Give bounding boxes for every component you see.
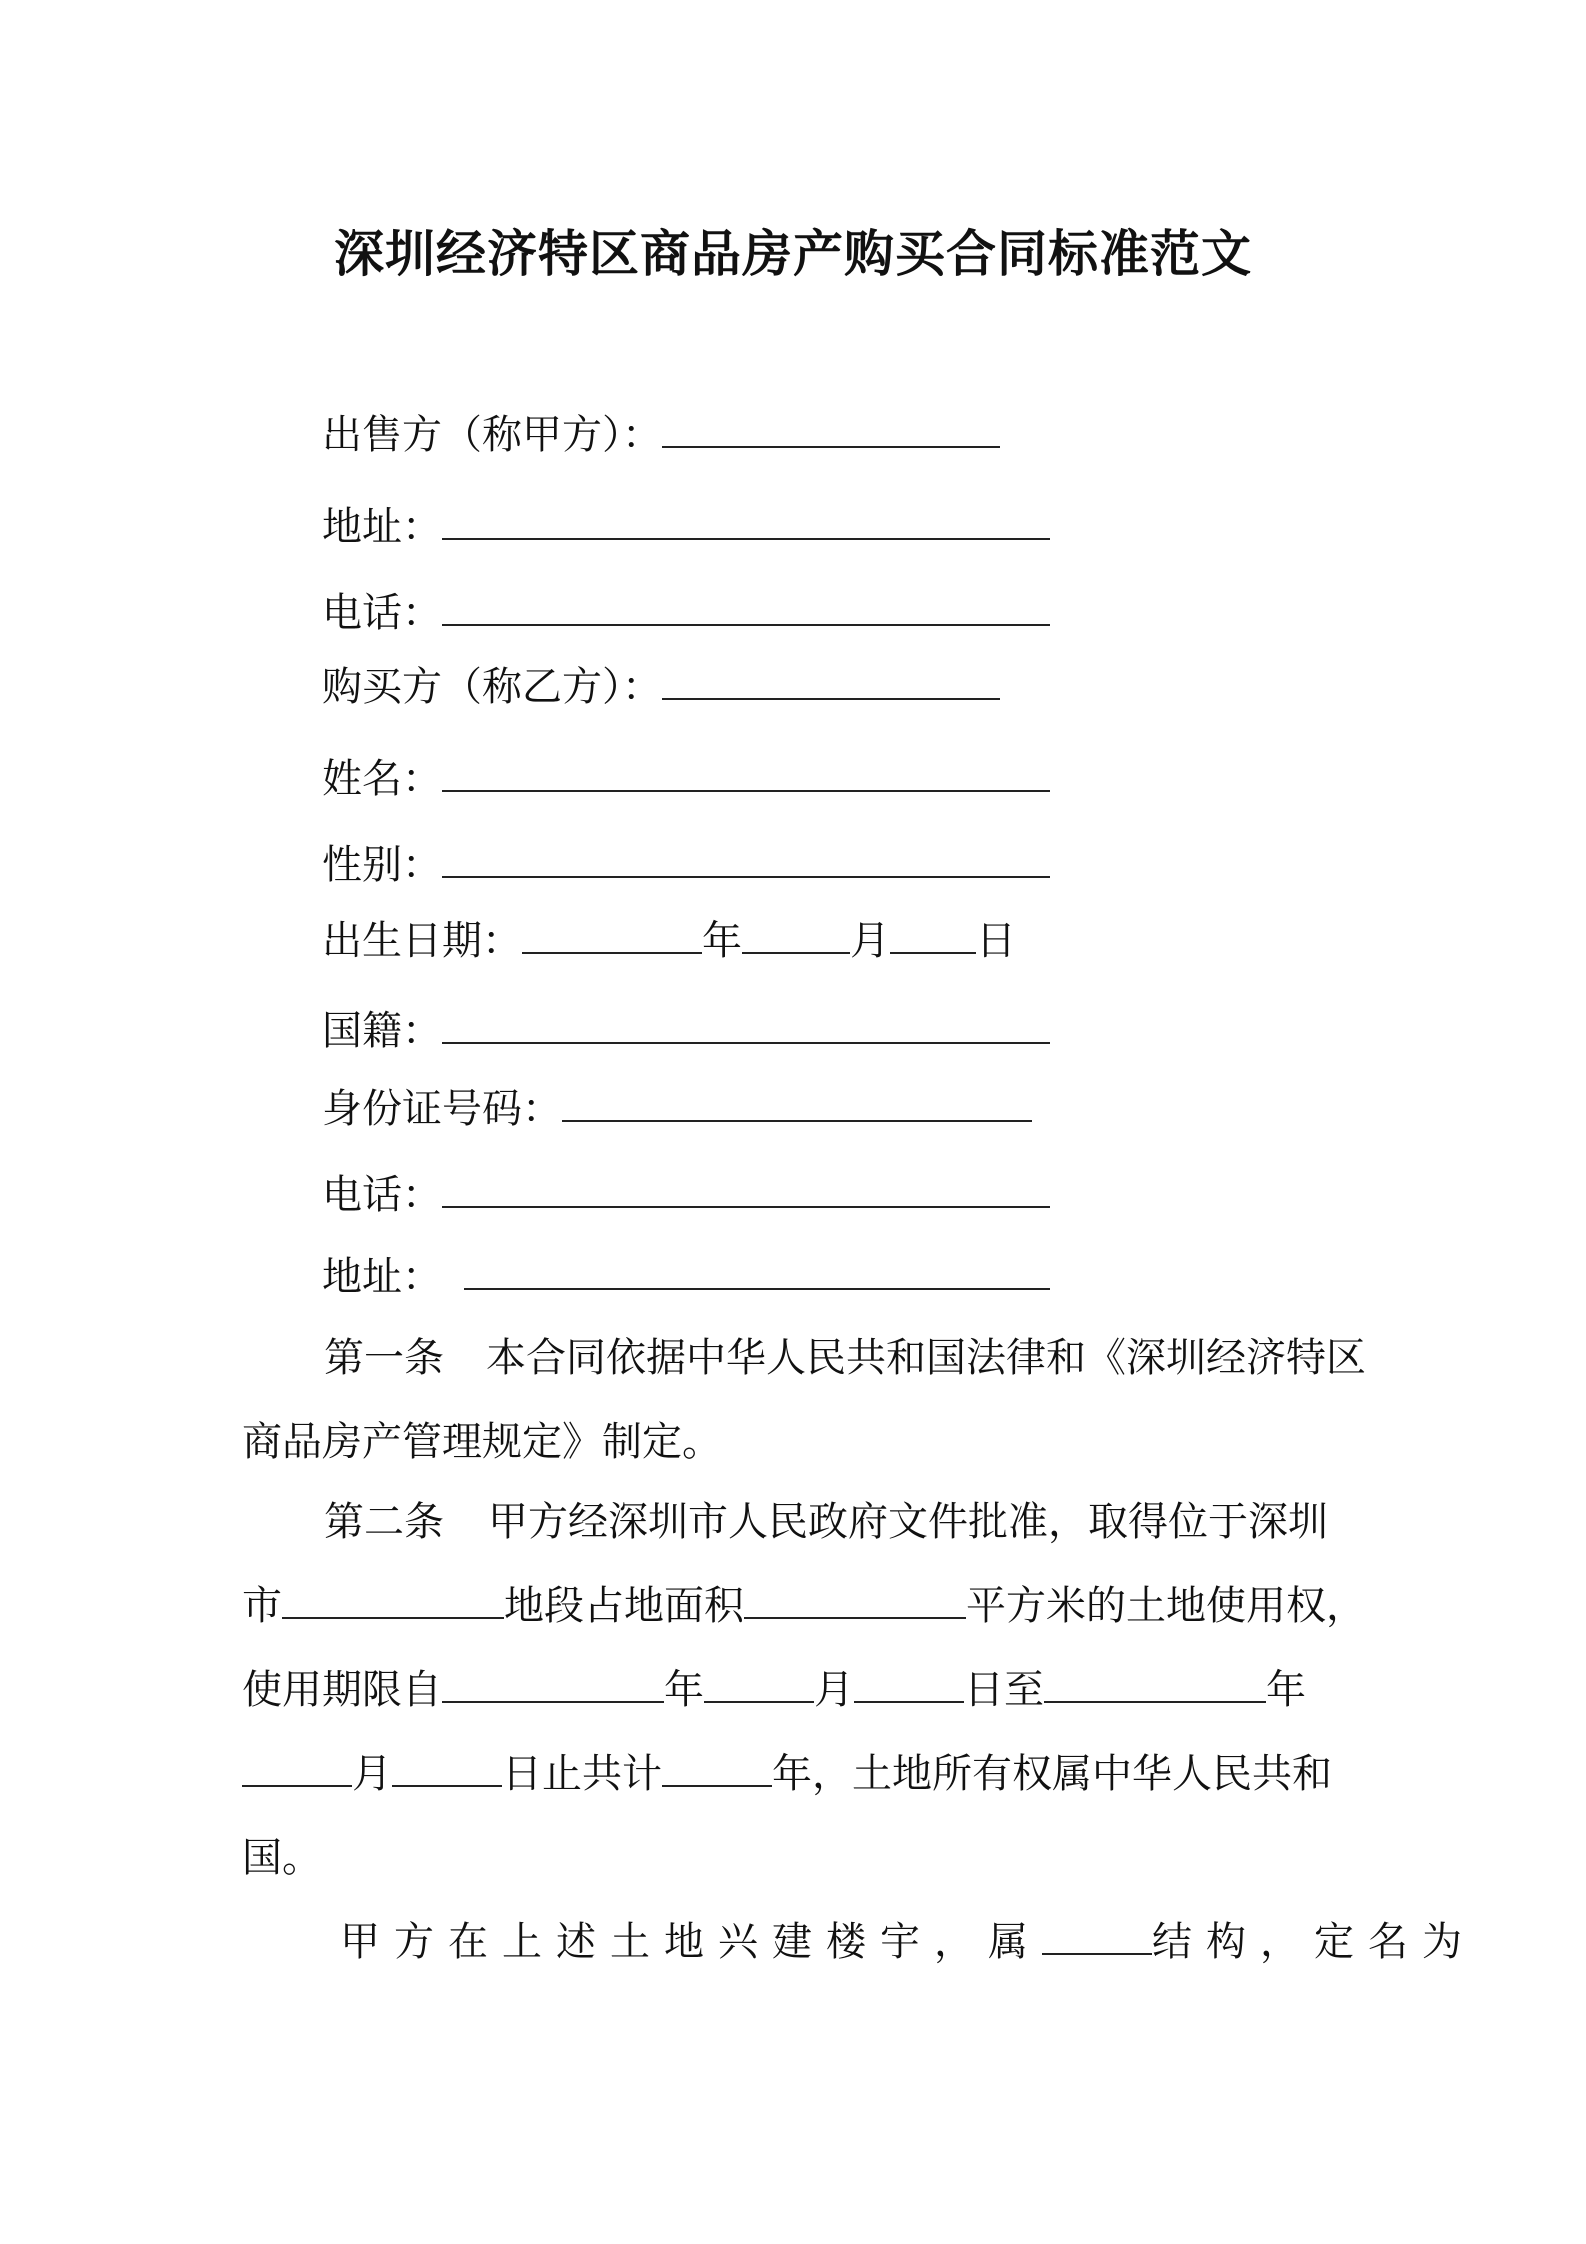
seller-name-blank[interactable] — [662, 408, 1000, 448]
buyer-gender-field — [322, 838, 1050, 890]
buyer-name-blank[interactable] — [662, 660, 1000, 700]
article-2 — [242, 1480, 1366, 1900]
start-day-blank[interactable] — [854, 1663, 964, 1703]
start-year-blank[interactable] — [442, 1663, 664, 1703]
article-1-heading: 第一条 — [324, 1335, 444, 1381]
article-1 — [242, 1316, 1366, 1484]
buyer-nationality-blank[interactable] — [442, 1004, 1050, 1044]
seller-address-field — [322, 500, 1050, 552]
end-year-blank[interactable] — [1044, 1663, 1266, 1703]
buyer-birth-label: 出生日期： — [322, 918, 522, 964]
buyer-gender-blank[interactable] — [442, 838, 1050, 878]
buyer-nationality-label: 国籍： — [322, 1008, 442, 1054]
buyer-phone-label: 电话： — [322, 1172, 442, 1218]
article-1-line-2: 商品房产管理规定》制定。 — [242, 1419, 722, 1465]
buyer-nationality-field — [322, 1004, 1050, 1056]
seller-address-blank[interactable] — [442, 500, 1050, 540]
buyer-heading-field — [322, 660, 1000, 712]
buyer-id-blank[interactable] — [562, 1082, 1032, 1122]
land-area-blank[interactable] — [744, 1579, 966, 1619]
birth-month-unit: 月 — [850, 918, 890, 964]
buyer-name-field — [322, 752, 1050, 804]
seller-heading-label: 出售方（称甲方）： — [322, 412, 662, 458]
article-2-line-4: 月 日止共计 年，土地所有权属中华人民共和 — [242, 1732, 1352, 1816]
article-2-line-3: 使用期限自 年 月 日至 年 — [242, 1648, 1352, 1732]
buyer-phone-blank[interactable] — [442, 1168, 1050, 1208]
buyer-heading-label: 购买方（称乙方）： — [322, 664, 662, 710]
buyer-id-label: 身份证号码： — [322, 1086, 562, 1132]
start-month-blank[interactable] — [704, 1663, 814, 1703]
buyer-address-label: 地址： — [322, 1254, 442, 1300]
birth-month-blank[interactable] — [742, 914, 850, 954]
buyer-birth-field — [322, 914, 1016, 966]
document-title: 深圳经济特区商品房产购买合同标准范文 — [334, 225, 1252, 283]
buyer-address-blank[interactable] — [464, 1250, 1050, 1290]
birth-year-blank[interactable] — [522, 914, 702, 954]
end-day-blank[interactable] — [392, 1747, 502, 1787]
seller-address-label: 地址： — [322, 504, 442, 550]
article-2-line-5: 国。 — [242, 1835, 322, 1881]
buyer-gender-label: 性别： — [322, 842, 442, 888]
total-years-blank[interactable] — [662, 1747, 772, 1787]
buyer-fullname-blank[interactable] — [442, 752, 1050, 792]
seller-phone-label: 电话： — [322, 590, 442, 636]
buyer-address-field — [322, 1250, 1050, 1302]
buyer-phone-field — [322, 1168, 1050, 1220]
end-month-blank[interactable] — [242, 1747, 352, 1787]
article-2-line-2: 市 地段占地面积 平方米的土地使用权， — [242, 1564, 1352, 1648]
article-2-line-1: 第二条 甲方经深圳市人民政府文件批准，取得位于深圳 — [324, 1499, 1328, 1545]
paragraph-3-line-1: 甲方在上述土地兴建楼宇，属 结构，定名为 — [242, 1900, 1352, 1984]
birth-year-unit: 年 — [702, 918, 742, 964]
seller-phone-field — [322, 586, 1050, 638]
paragraph-3 — [242, 1900, 1476, 1984]
buyer-id-field — [322, 1082, 1032, 1134]
birth-day-blank[interactable] — [890, 914, 976, 954]
buyer-name-label: 姓名： — [322, 756, 442, 802]
article-1-line-1: 第一条 本合同依据中华人民共和国法律和《深圳经济特区 — [324, 1335, 1366, 1381]
seller-phone-blank[interactable] — [442, 586, 1050, 626]
article-2-heading: 第二条 — [324, 1499, 444, 1545]
birth-day-unit: 日 — [976, 918, 1016, 964]
structure-type-blank[interactable] — [1042, 1915, 1152, 1955]
land-district-blank[interactable] — [282, 1579, 504, 1619]
seller-heading-field — [322, 408, 1000, 460]
